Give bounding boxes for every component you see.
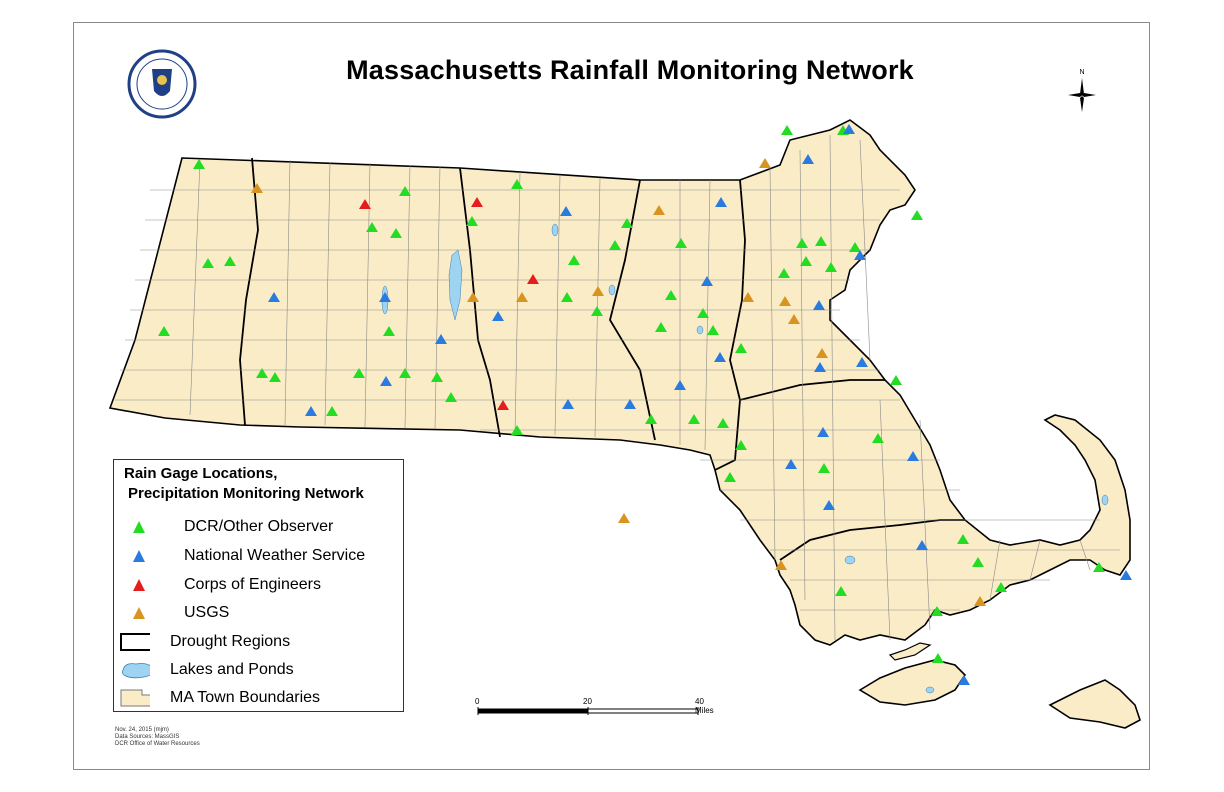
marthas-vineyard xyxy=(860,660,965,705)
map-legend xyxy=(113,459,404,712)
usgs-triangle-icon xyxy=(132,602,162,624)
legend-label-usgs: USGS xyxy=(184,604,230,621)
credit-date: Nov. 24, 2015 (mjm) xyxy=(115,727,169,733)
lake-blob-icon xyxy=(120,659,150,681)
dcr-observer-marker xyxy=(781,125,793,135)
elizabeth-islands xyxy=(890,643,930,660)
legend-item-usgs xyxy=(132,601,229,625)
dcr-triangle-icon xyxy=(132,516,162,538)
corps-triangle-icon xyxy=(132,574,162,596)
legend-heading-line2: Precipitation Monitoring Network xyxy=(128,485,364,502)
scale-tick-40: 40 Miles xyxy=(695,697,714,715)
nantucket xyxy=(1050,680,1140,728)
legend-label-drought: Drought Regions xyxy=(170,633,291,650)
map-title: Massachusetts Rainfall Monitoring Network xyxy=(346,55,914,85)
dcr-observer-marker xyxy=(932,653,944,663)
usgs-marker xyxy=(759,158,771,168)
legend-item-towns xyxy=(120,686,320,710)
nws-triangle-icon xyxy=(132,545,162,567)
legend-label-nws: National Weather Service xyxy=(184,547,366,564)
dcr-observer-marker xyxy=(890,375,902,385)
legend-item-dcr xyxy=(132,515,333,539)
credit-data-sources: Data Sources: MassGIS xyxy=(115,734,180,740)
dcr-observer-marker xyxy=(911,210,923,220)
drought-region-box-icon xyxy=(120,631,150,653)
legend-item-drought xyxy=(120,630,290,654)
map-credits xyxy=(115,727,200,748)
legend-label-lakes: Lakes and Ponds xyxy=(170,661,294,678)
credit-office: DCR Office of Water Resources xyxy=(115,741,200,747)
town-boundary-icon xyxy=(120,687,150,709)
scale-tick-20: 20 xyxy=(583,697,592,706)
scale-tick-0: 0 xyxy=(475,697,480,706)
usgs-marker xyxy=(618,513,630,523)
legend-label-towns: MA Town Boundaries xyxy=(170,689,321,706)
north-arrow xyxy=(1066,66,1098,117)
massachusetts-state-seal-icon xyxy=(127,49,197,124)
legend-item-nws xyxy=(132,544,365,568)
legend-label-dcr: DCR/Other Observer xyxy=(184,518,334,535)
legend-item-lakes xyxy=(120,658,294,682)
legend-label-corps: Corps of Engineers xyxy=(184,576,321,593)
legend-item-corps xyxy=(132,573,321,597)
north-arrow-label: N xyxy=(1079,69,1085,76)
legend-heading-line1: Rain Gage Locations, xyxy=(124,465,278,482)
